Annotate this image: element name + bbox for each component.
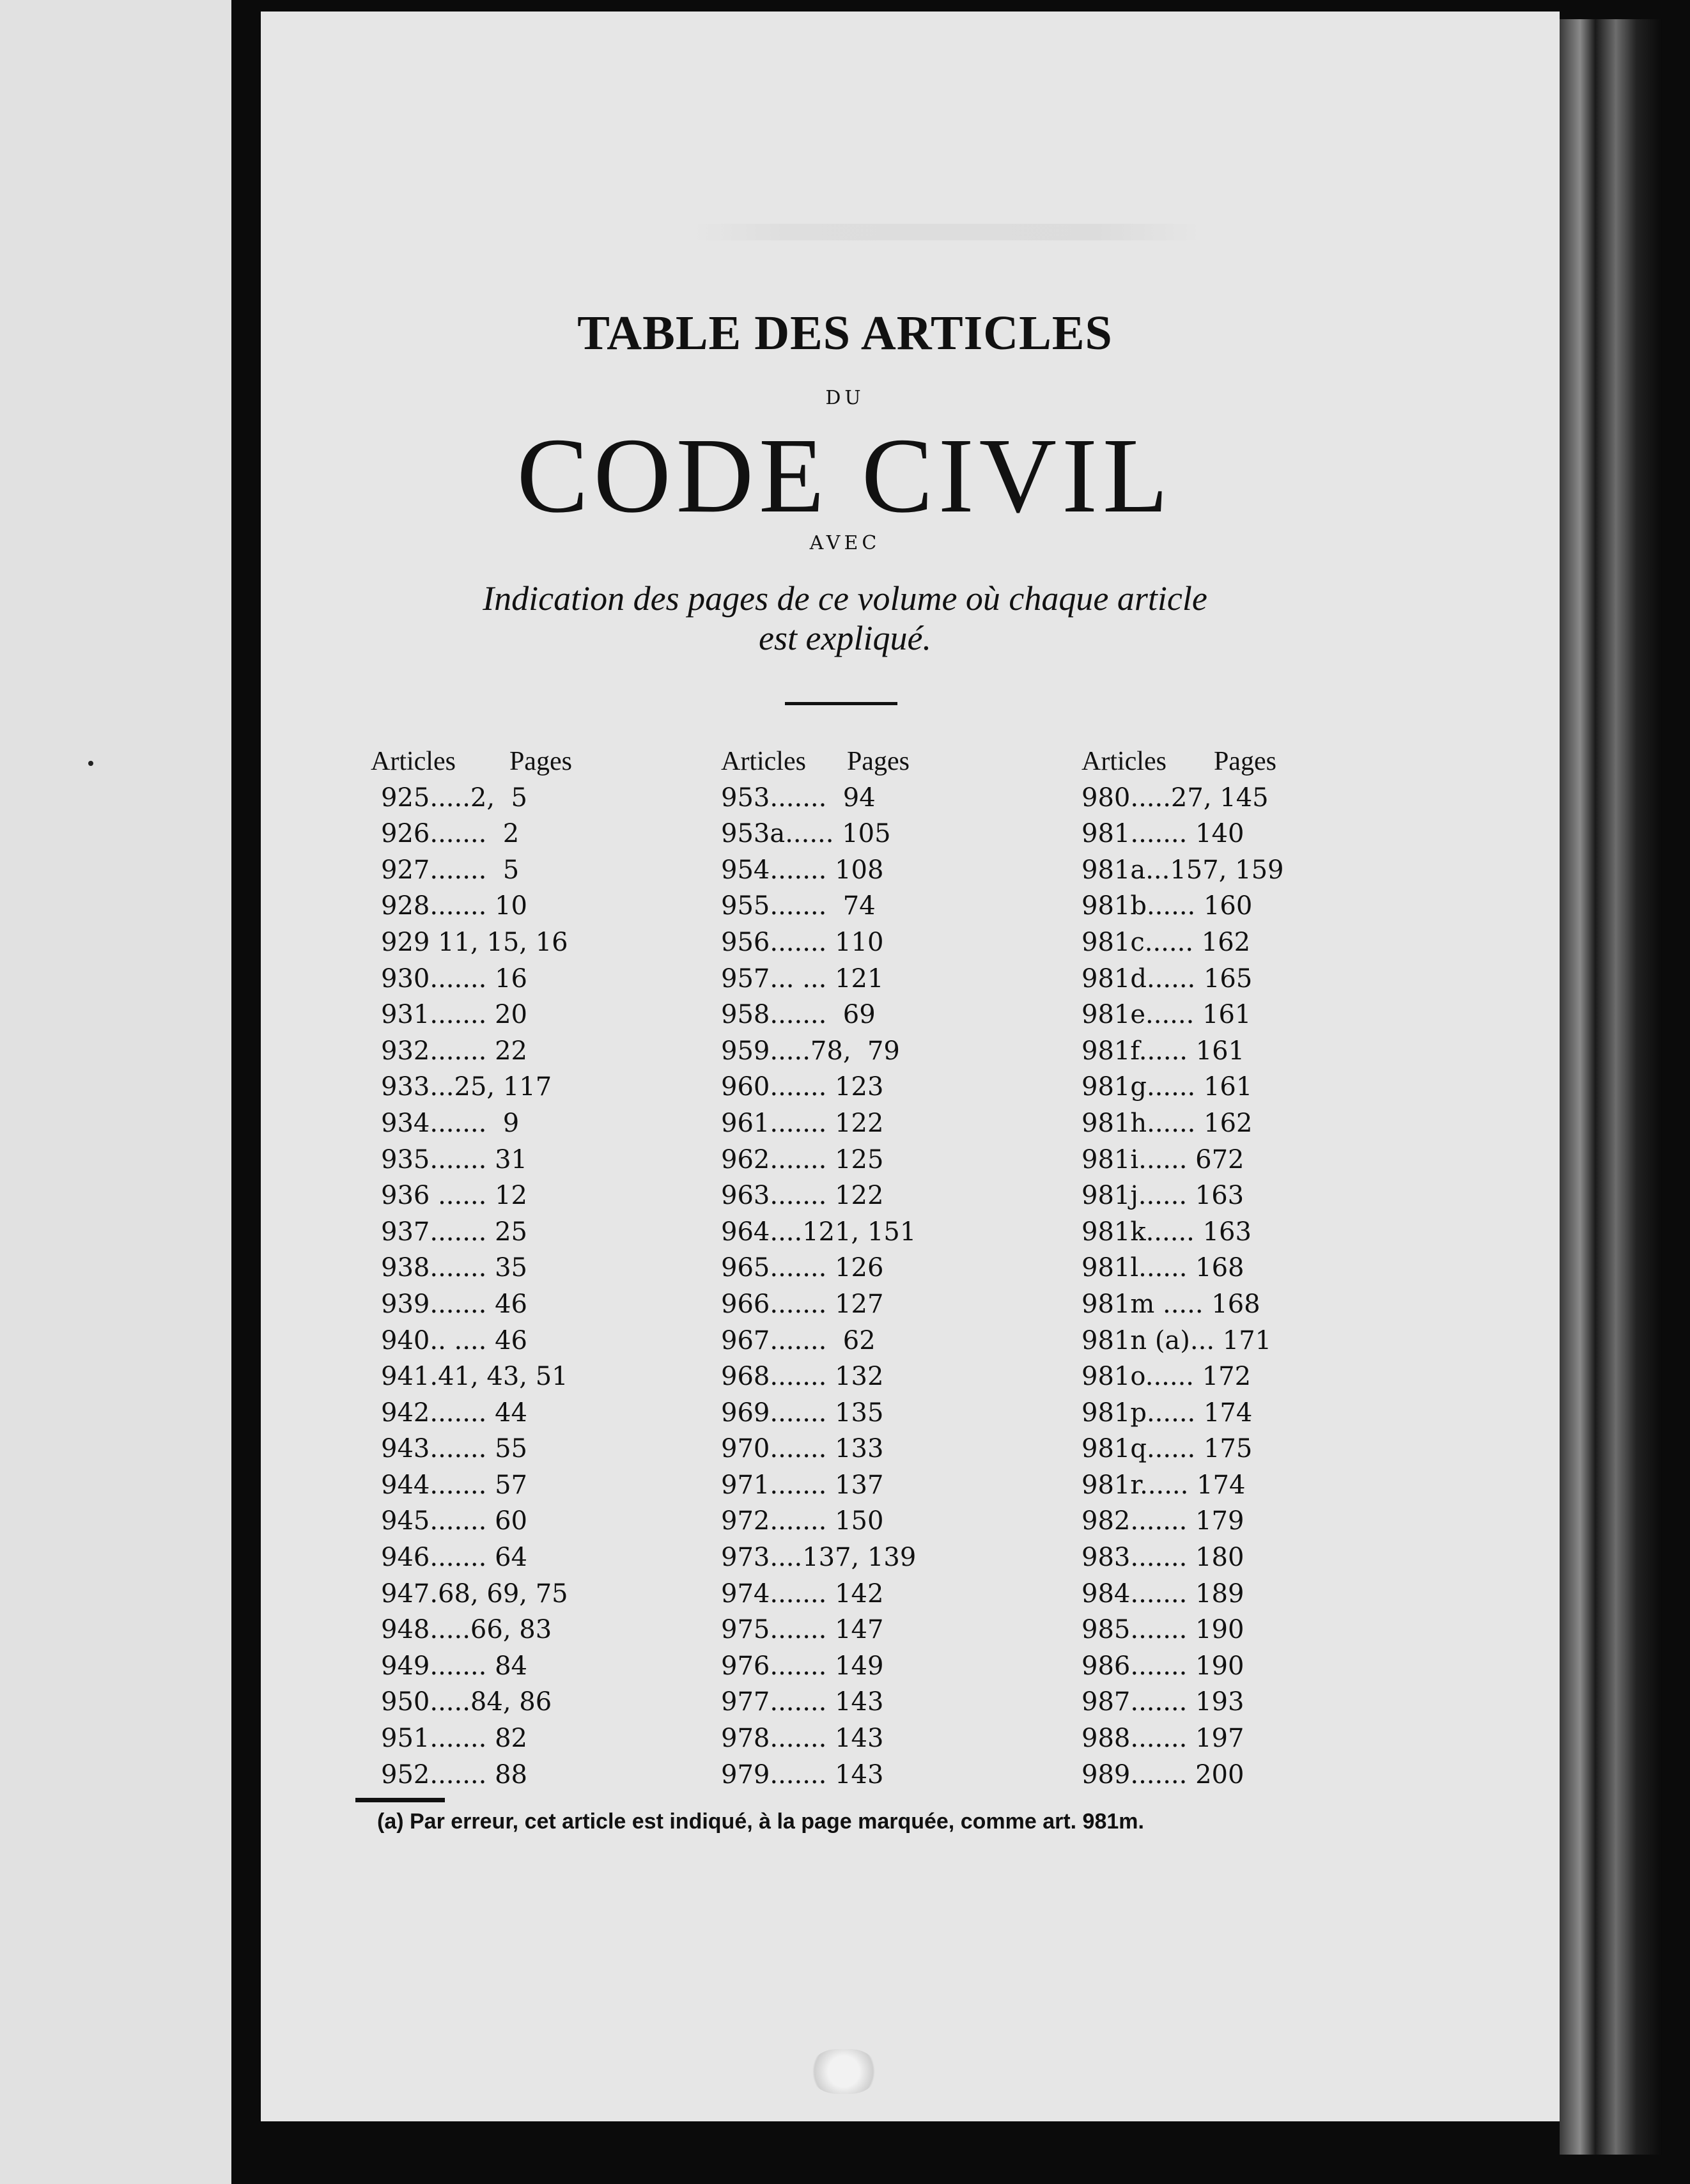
subtitle [0,579,1690,658]
index-entry: 956....... 110 [721,927,884,957]
index-entry: 981q...... 175 [1081,1434,1253,1464]
index-entry: 966....... 127 [721,1289,884,1319]
index-entry: 932....... 22 [381,1036,527,1066]
index-entry: 962....... 125 [721,1144,884,1174]
index-entry: 945....... 60 [381,1506,527,1536]
index-entry: 985....... 190 [1081,1615,1244,1645]
index-entry: 965....... 126 [721,1253,884,1283]
index-entry: 981a...157, 159 [1081,855,1284,885]
index-entry: 983....... 180 [1081,1543,1244,1573]
header-pages: Pages [1213,747,1276,776]
index-entry: 935....... 31 [381,1144,527,1174]
index-entry: 929 11, 15, 16 [381,927,568,957]
column-header [721,744,916,780]
index-entry: 981o...... 172 [1081,1362,1252,1392]
index-entry: 931....... 20 [381,1000,527,1030]
index-entry: 934....... 9 [381,1108,520,1138]
index-entry: 981f...... 161 [1081,1036,1245,1066]
index-entry: 977....... 143 [721,1687,884,1717]
index-entry: 984....... 189 [1081,1579,1244,1609]
page-title: TABLE DES ARTICLES [577,306,1113,360]
footnote-rule [355,1798,445,1802]
index-entry: 971....... 137 [721,1470,884,1500]
index-entry: 951....... 82 [381,1724,527,1754]
index-entry: 938....... 35 [381,1253,527,1283]
subtitle-line-1: Indication des pages de ce volume où chaque article [483,579,1207,618]
title-avec: AVEC [809,532,881,554]
footnote: (a) Par erreur, cet article est indiqué, à la page marquée, comme art. 981m. [377,1809,1144,1834]
title-rule [785,702,897,705]
header-pages: Pages [509,747,572,776]
index-entry: 968....... 132 [721,1362,884,1392]
index-entry: 970....... 133 [721,1434,884,1464]
index-entry: 946....... 64 [381,1543,527,1573]
index-entry: 981e...... 161 [1081,1000,1252,1030]
index-entry: 957... ... 121 [721,963,884,994]
subtitle-line-2: est expliqué. [759,619,931,657]
index-entry: 981k...... 163 [1081,1217,1252,1247]
index-column-3 [1081,744,1283,1793]
index-entry: 963....... 122 [721,1181,884,1211]
index-entry: 959.....78, 79 [721,1036,900,1066]
index-entry: 981d...... 165 [1081,963,1253,994]
column-header [1081,744,1283,780]
index-entry: 982....... 179 [1081,1506,1244,1536]
index-entry: 928....... 10 [381,891,527,921]
index-entry: 981m ..... 168 [1081,1289,1260,1319]
index-entry: 939....... 46 [381,1289,527,1319]
index-entry: 949....... 84 [381,1651,527,1681]
index-entry: 952....... 88 [381,1759,527,1790]
index-entry: 981g...... 161 [1081,1072,1253,1102]
index-entry: 940.. .... 46 [381,1325,527,1355]
index-entry: 969....... 135 [721,1398,884,1428]
index-entry: 925.....2, 5 [381,783,527,813]
index-entry: 981n (a)... 171 [1081,1325,1272,1355]
index-entry: 988....... 197 [1081,1724,1244,1754]
show-through [690,224,1202,240]
index-entry: 981c...... 162 [1081,927,1251,957]
index-entry: 953....... 94 [721,783,876,813]
index-entry: 978....... 143 [721,1724,884,1754]
index-entry: 979....... 143 [721,1759,884,1790]
index-entry: 973....137, 139 [721,1543,917,1573]
index-entry: 989....... 200 [1081,1759,1244,1790]
index-entry: 955....... 74 [721,891,876,921]
index-entry: 987....... 193 [1081,1687,1244,1717]
index-entry: 953a...... 105 [721,819,891,849]
index-entry: 980.....27, 145 [1081,783,1269,813]
index-entry: 975....... 147 [721,1615,884,1645]
index-entry: 941.41, 43, 51 [381,1362,568,1392]
index-entry: 937....... 25 [381,1217,527,1247]
index-entry: 954....... 108 [721,855,884,885]
index-entry: 981p...... 174 [1081,1398,1253,1428]
title-code-civil: CODE CIVIL [516,416,1174,535]
index-entry: 981h...... 162 [1081,1108,1253,1138]
index-entry: 964....121, 151 [721,1217,917,1247]
header-articles: Articles [1081,747,1167,776]
index-entry: 926....... 2 [381,819,520,849]
index-entry: 927....... 5 [381,855,520,885]
header-articles: Articles [721,747,806,776]
index-entry: 981r...... 174 [1081,1470,1246,1500]
header-articles: Articles [371,747,456,776]
header-pages: Pages [846,747,910,776]
index-entry: 981l...... 168 [1081,1253,1244,1283]
index-entry: 948.....66, 83 [381,1615,552,1645]
index-entry: 947.68, 69, 75 [381,1579,568,1609]
index-entry: 976....... 149 [721,1651,884,1681]
index-entry: 958....... 69 [721,1000,876,1030]
title-du: DU [825,387,865,409]
index-entry: 950.....84, 86 [381,1687,552,1717]
index-entry: 972....... 150 [721,1506,884,1536]
index-entry: 942....... 44 [381,1398,527,1428]
column-header [371,744,572,780]
index-entry: 960....... 123 [721,1072,884,1102]
paper-blemish [812,2049,876,2094]
index-entry: 981b...... 160 [1081,891,1253,921]
ink-dot [88,761,93,766]
index-entry: 974....... 142 [721,1579,884,1609]
index-entry: 986....... 190 [1081,1651,1244,1681]
index-entry: 967....... 62 [721,1325,876,1355]
index-entry: 944....... 57 [381,1470,527,1500]
index-entry: 933...25, 117 [381,1072,552,1102]
index-entry: 961....... 122 [721,1108,884,1138]
index-column-1 [371,744,572,1793]
index-entry: 930....... 16 [381,963,527,994]
index-entry: 936 ...... 12 [381,1181,527,1211]
index-column-2 [721,744,916,1793]
index-entry: 981....... 140 [1081,819,1244,849]
index-entry: 981i...... 672 [1081,1144,1244,1174]
index-entry: 981j...... 163 [1081,1181,1244,1211]
index-entry: 943....... 55 [381,1434,527,1464]
